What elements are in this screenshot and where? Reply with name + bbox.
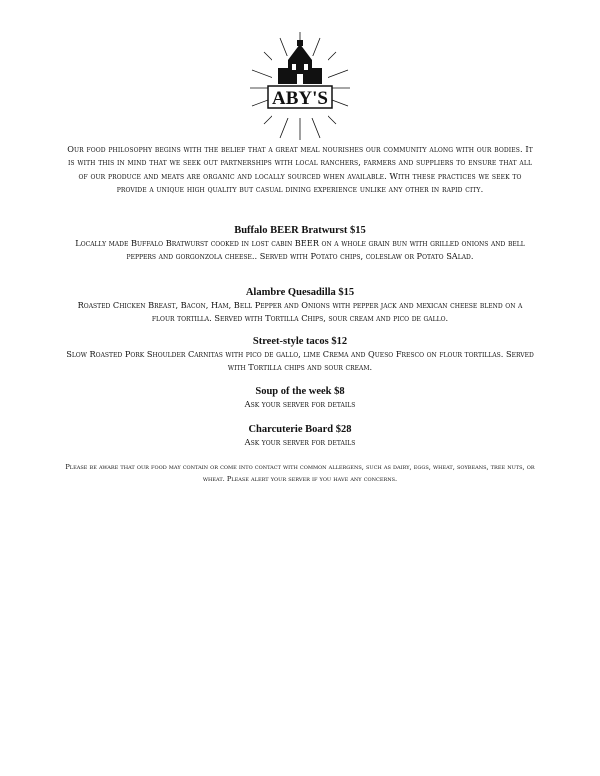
menu-item-description: Locally made Buffalo Bratwurst cooked in lost cabin BEER on a whole grain bun with grilled onions and bell peppers and gorgonzola cheese.. Served with Potato chips, coleslaw or Potato SAlad. [75, 238, 525, 262]
logo-text: ABY'S [272, 88, 328, 109]
menu-item-title: Alambre Quesadilla $15 [245, 287, 355, 298]
menu-item-title: Street-style tacos $12 [252, 336, 348, 347]
abys-logo-icon [248, 30, 352, 142]
food-philosophy-text: Our food philosophy begins with the belief that a great meal nourishes our community along with our bodies. It is with this in mind that we seek out partnerships with local ranchers, farmers and suppliers to ensure that all of our produce and meats are organic and locally sourced when available. With these practices we seek to provide a unique high quality but casual dining experience unlike any other in rapid city. [67, 144, 533, 195]
menu-item-description: Roasted Chicken Breast, Bacon, Ham, Bell Pepper and Onions with pepper jack and mexican cheese blend on a flour tortilla. Served with Tortilla Chips, sour cream and pico de gallo. [77, 300, 523, 324]
allergen-notice: Please be aware that our food may contain or come into contact with common allergens, such as dairy, eggs, wheat, soybeans, tree nuts, or wheat. Please alert your server if you have any concerns. [65, 463, 535, 483]
menu-item [66, 385, 534, 411]
menu-item-title: Soup of the week $8 [255, 386, 345, 397]
menu-item-description: Slow Roasted Pork Shoulder Carnitas with pico de gallo, lime Crema and Queso Fresco on flour tortillas. Served with Tortilla chips and sour cream. [66, 349, 534, 373]
menu-item-title: Charcuterie Board $28 [248, 424, 352, 435]
menu-item [66, 335, 534, 375]
menu-item [66, 423, 534, 449]
menu-item [66, 224, 534, 264]
menu-item [66, 286, 534, 326]
menu-item-title: Buffalo BEER Bratwurst $15 [234, 225, 366, 236]
menu-item-description: Ask your server for details [244, 399, 356, 409]
menu-item-description: Ask your server for details [244, 437, 356, 447]
